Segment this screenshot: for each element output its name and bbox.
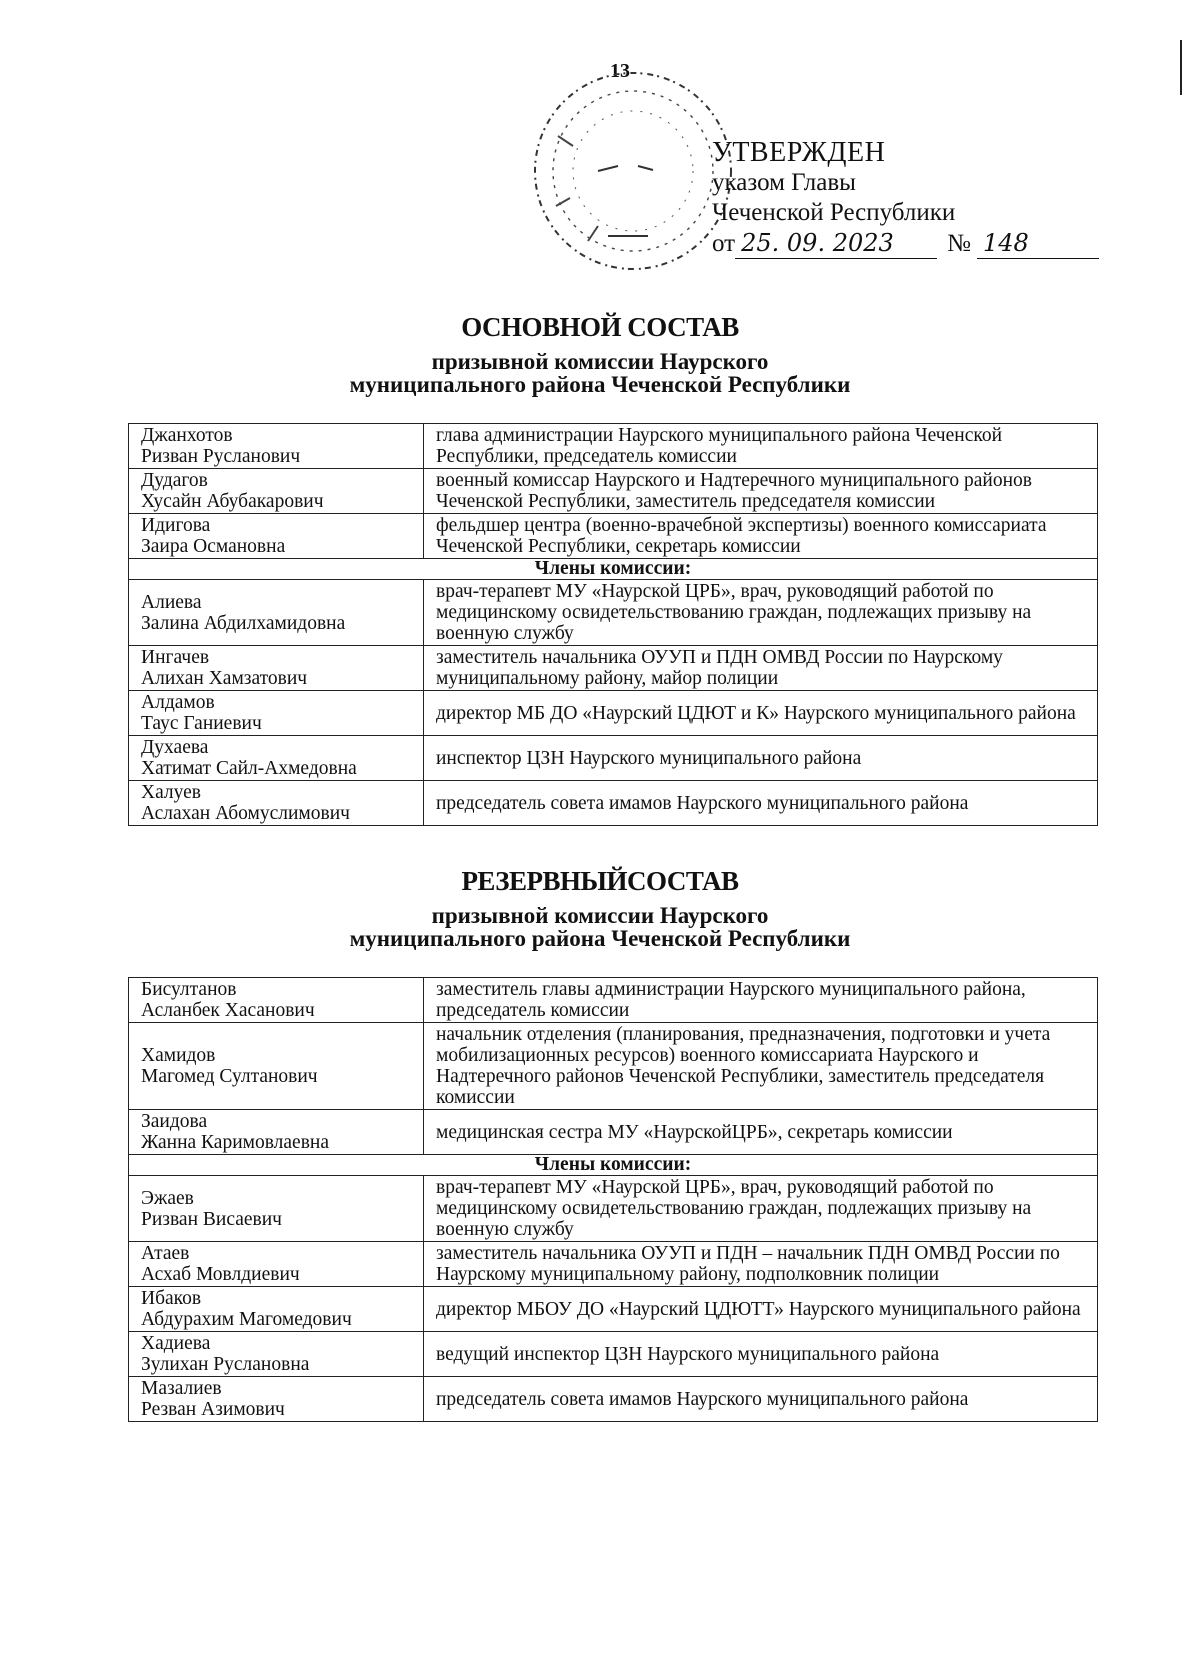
- table-row: [129, 646, 1098, 691]
- table-row: [129, 1176, 1098, 1242]
- member-name-cell: [129, 1287, 424, 1332]
- member-position: врач-терапевт МУ «Наурской ЦРБ», врач, руководящий работой по медицинскому освидетельствованию граждан, подлежащих призыву на военную службу: [424, 1176, 1098, 1242]
- member-surname: Алиева: [141, 591, 202, 613]
- table-row: [129, 1110, 1098, 1155]
- table-row: [129, 978, 1098, 1023]
- table-row: [129, 1332, 1098, 1377]
- member-position: председатель совета имамов Наурского муниципального района: [424, 1377, 1098, 1422]
- member-position: заместитель начальника ОУУП и ПДН – начальник ПДН ОМВД России по Наурскому муниципальному району, подполковник полиции: [424, 1242, 1098, 1287]
- member-surname: Мазалиев: [141, 1378, 222, 1399]
- member-name-cell: [129, 1332, 424, 1377]
- member-name-cell: [129, 1377, 424, 1422]
- page-number: 13: [610, 60, 630, 82]
- official-seal: [528, 66, 738, 276]
- member-surname: Духаева: [141, 737, 209, 758]
- member-given-name: Аслахан Абомуслимович: [141, 803, 350, 824]
- number-label: №: [947, 230, 971, 257]
- member-position: директор МБ ДО «Наурский ЦДЮТ и К» Наурского муниципального района: [424, 691, 1098, 736]
- member-position: инспектор ЦЗН Наурского муниципального района: [424, 736, 1098, 781]
- member-surname: Заидова: [141, 1111, 208, 1132]
- member-surname: Алдамов: [141, 692, 215, 713]
- table-row: [129, 469, 1098, 514]
- member-surname: Хадиева: [141, 1333, 211, 1354]
- member-name-cell: [129, 646, 424, 691]
- member-position: врач-терапевт МУ «Наурской ЦРБ», врач, руководящий работой по медицинскому освидетельствованию граждан, подлежащих призыву на военную службу: [424, 580, 1098, 646]
- reserve-section-subtitle-2: муниципального района Чеченской Республики: [349, 926, 851, 951]
- member-surname: Дудагов: [141, 470, 208, 491]
- member-position: начальник отделения (планирования, предназначения, подготовки и учета мобилизационных ресурсов) военного комиссариата Наурского и Надтеречного районов Чеченской Республики, заместитель председателя комиссии: [424, 1023, 1098, 1110]
- member-surname: Ибаков: [141, 1288, 202, 1309]
- table-row: [129, 1287, 1098, 1332]
- member-name-cell: [129, 1176, 424, 1242]
- table-row: [129, 424, 1098, 469]
- margin-mark: [1180, 40, 1182, 95]
- main-roster-table: [128, 423, 1098, 826]
- member-name-cell: [129, 736, 424, 781]
- table-row: [129, 691, 1098, 736]
- member-name-cell: [129, 978, 424, 1023]
- member-given-name: Абдурахим Магомедович: [141, 1309, 352, 1330]
- approval-line-1: указом Главы: [712, 169, 856, 196]
- main-section-subtitle-1: призывной комиссии Наурского: [431, 349, 769, 374]
- member-position: военный комиссар Наурского и Надтеречного муниципального районов Чеченской Республики, заместитель председателя комиссии: [424, 469, 1098, 514]
- member-position: фельдшер центра (военно-врачебной экспертизы) военного комиссариата Чеченской Республики, секретарь комиссии: [424, 514, 1098, 559]
- reserve-section-title: РЕЗЕРВНЫЙСОСТАВ: [461, 866, 739, 896]
- decree-date: 25. 09. 2023: [735, 228, 937, 259]
- members-label: Члены комиссии:: [129, 559, 1098, 580]
- approved-heading: УТВЕРЖДЕН: [712, 137, 886, 168]
- member-surname: Джанхотов: [141, 425, 233, 446]
- member-given-name: Жанна Каримовлаевна: [141, 1132, 330, 1153]
- members-header-row: [129, 1155, 1098, 1176]
- member-name-cell: [129, 469, 424, 514]
- table-row: [129, 580, 1098, 646]
- reserve-section-subtitle-1: призывной комиссии Наурского: [431, 903, 769, 928]
- member-surname: Халуев: [141, 782, 201, 803]
- table-row: [129, 781, 1098, 826]
- member-position: ведущий инспектор ЦЗН Наурского муниципального района: [424, 1332, 1098, 1377]
- member-given-name: Ризван Висаевич: [141, 1208, 282, 1230]
- member-given-name: Асхаб Мовлдиевич: [141, 1264, 300, 1285]
- member-position: медицинская сестра МУ «НаурскойЦРБ», секретарь комиссии: [424, 1110, 1098, 1155]
- member-surname: Идигова: [141, 515, 211, 536]
- member-name-cell: [129, 1110, 424, 1155]
- member-given-name: Алихан Хамзатович: [141, 668, 308, 689]
- table-row: [129, 514, 1098, 559]
- member-surname: Ингачев: [141, 647, 210, 668]
- member-given-name: Асланбек Хасанович: [141, 1000, 315, 1021]
- reserve-roster-table: [128, 977, 1098, 1422]
- approval-date-line: [712, 228, 1099, 259]
- member-position: заместитель главы администрации Наурского муниципального района, председатель комиссии: [424, 978, 1098, 1023]
- member-surname: Атаев: [141, 1243, 190, 1264]
- member-name-cell: [129, 1023, 424, 1110]
- member-position: председатель совета имамов Наурского муниципального района: [424, 781, 1098, 826]
- member-surname: Бисултанов: [141, 979, 237, 1000]
- table-row: [129, 1023, 1098, 1110]
- member-given-name: Хусайн Абубакарович: [141, 491, 324, 512]
- member-position: заместитель начальника ОУУП и ПДН ОМВД России по Наурскому муниципальному району, майор полиции: [424, 646, 1098, 691]
- from-label: от: [712, 230, 736, 257]
- member-position: глава администрации Наурского муниципального района Чеченской Республики, председатель комиссии: [424, 424, 1098, 469]
- decree-number: 148: [977, 228, 1099, 259]
- member-name-cell: [129, 691, 424, 736]
- member-given-name: Залина Абдилхамидовна: [141, 612, 346, 634]
- table-row: [129, 1242, 1098, 1287]
- member-given-name: Ризван Русланович: [141, 446, 301, 467]
- member-position: директор МБОУ ДО «Наурский ЦДЮТТ» Наурского муниципального района: [424, 1287, 1098, 1332]
- main-section-title: ОСНОВНОЙ СОСТАВ: [461, 312, 739, 342]
- member-name-cell: [129, 580, 424, 646]
- table-row: [129, 1377, 1098, 1422]
- reserve-roster-body: [129, 978, 1098, 1422]
- member-name-cell: [129, 514, 424, 559]
- member-surname: Эжаев: [141, 1187, 194, 1209]
- member-given-name: Зулихан Руслановна: [141, 1354, 310, 1375]
- approval-line-2: Чеченской Республики: [712, 199, 956, 226]
- member-surname: Хамидов: [141, 1045, 216, 1066]
- member-given-name: Магомед Султанович: [141, 1066, 318, 1087]
- member-name-cell: [129, 424, 424, 469]
- member-given-name: Таус Ганиевич: [141, 713, 262, 734]
- member-name-cell: [129, 1242, 424, 1287]
- member-name-cell: [129, 781, 424, 826]
- main-roster-body: [129, 424, 1098, 826]
- member-given-name: Заира Османовна: [141, 536, 286, 557]
- members-header-row: [129, 559, 1098, 580]
- approval-stamp: [712, 138, 1099, 259]
- main-section-subtitle-2: муниципального района Чеченской Республики: [349, 372, 851, 397]
- member-given-name: Резван Азимович: [141, 1399, 285, 1420]
- members-label: Члены комиссии:: [129, 1155, 1098, 1176]
- table-row: [129, 736, 1098, 781]
- member-given-name: Хатимат Сайл-Ахмедовна: [141, 758, 357, 779]
